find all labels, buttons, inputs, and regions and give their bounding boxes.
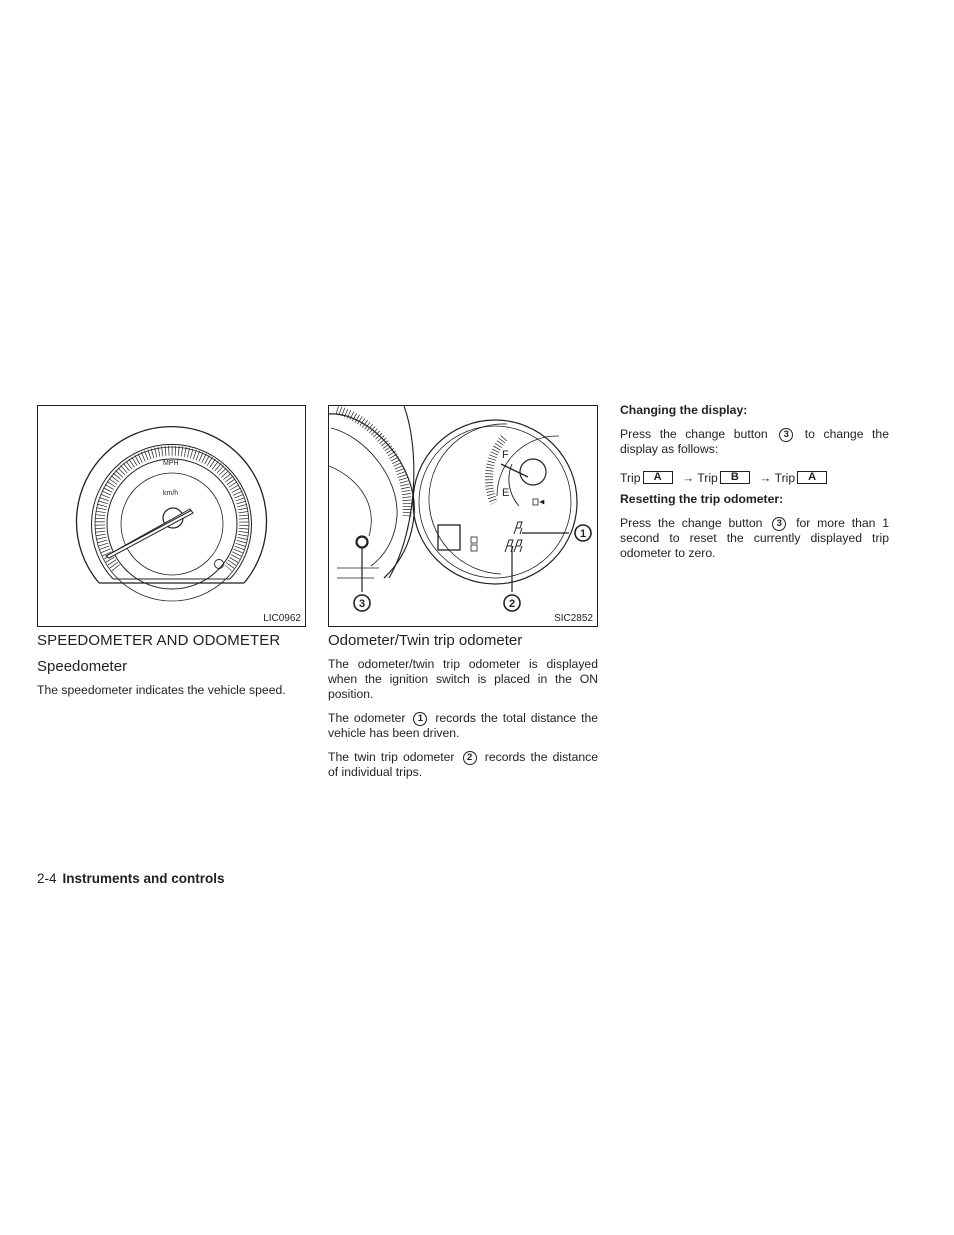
odometer-paragraph-1: The odometer/twin trip odometer is displayed when the ignition switch is placed in the ON position. xyxy=(328,657,598,701)
text-run: The odometer xyxy=(328,711,406,725)
change-display-heading: Changing the display: xyxy=(620,403,748,417)
text-run: to change the display as follows: xyxy=(620,427,889,456)
section-title: Instruments and controls xyxy=(62,871,225,886)
odometer-subheading: Odometer/Twin trip odometer xyxy=(328,632,523,649)
mph-label: MPH xyxy=(163,460,179,467)
text-run: records the distance of individual trips. xyxy=(328,750,598,779)
speedometer-subheading: Speedometer xyxy=(37,658,128,675)
page-footer xyxy=(37,871,225,886)
section-heading: SPEEDOMETER AND ODOMETER xyxy=(37,632,281,649)
figure-code: SIC2852 xyxy=(554,613,593,624)
callout-1: 1 xyxy=(579,528,587,540)
text-run: Press the change button xyxy=(620,427,768,441)
odometer-paragraph-2 xyxy=(328,711,598,741)
arrow-icon: → xyxy=(759,471,772,485)
kmh-label: km/h xyxy=(163,490,179,497)
odometer-text xyxy=(328,657,598,789)
display-instructions xyxy=(620,403,889,570)
trip-word: Trip xyxy=(697,471,718,485)
callout-ref-1: 1 xyxy=(413,712,427,726)
trip-word: Trip xyxy=(620,471,641,485)
callout-ref-3: 3 xyxy=(772,517,786,531)
arrow-icon: → xyxy=(681,471,695,485)
odometer-paragraph-3 xyxy=(328,750,598,780)
page-number: 2-4 xyxy=(37,871,57,886)
text-run: records the total distance the vehicle has been driven. xyxy=(328,711,599,740)
text-run: for more than 1 second to reset the currently displayed trip odometer to zero. xyxy=(620,516,890,560)
odometer-figure xyxy=(328,405,598,627)
speedometer-figure xyxy=(37,405,306,627)
text-run: The twin trip odometer xyxy=(328,750,455,764)
trip-b-label: B xyxy=(720,471,750,483)
figure-code: LIC0962 xyxy=(263,613,301,624)
trip-a-box xyxy=(643,471,673,484)
reset-trip-paragraph xyxy=(620,516,889,561)
callout-ref-2: 2 xyxy=(463,751,477,765)
speedometer-paragraph: The speedometer indicates the vehicle speed. xyxy=(37,683,286,697)
trip-word: Trip xyxy=(774,471,796,485)
trip-a-label: A xyxy=(643,471,673,483)
trip-a-label: A xyxy=(797,471,827,483)
text-run: Press the change button xyxy=(620,516,763,530)
change-display-paragraph xyxy=(620,427,889,457)
callout-3: 3 xyxy=(358,598,366,610)
trip-a-box xyxy=(797,471,827,484)
reset-trip-heading: Resetting the trip odometer: xyxy=(620,492,784,506)
fuel-full-label: F xyxy=(502,449,509,461)
callout-ref-3: 3 xyxy=(779,428,793,442)
speedometer-text xyxy=(37,683,307,707)
speedometer-illustration xyxy=(38,406,305,626)
fuel-empty-label: E xyxy=(502,487,510,499)
callout-2: 2 xyxy=(508,598,516,610)
trip-sequence xyxy=(620,471,889,486)
trip-b-box xyxy=(720,471,750,484)
odometer-illustration xyxy=(329,406,597,626)
